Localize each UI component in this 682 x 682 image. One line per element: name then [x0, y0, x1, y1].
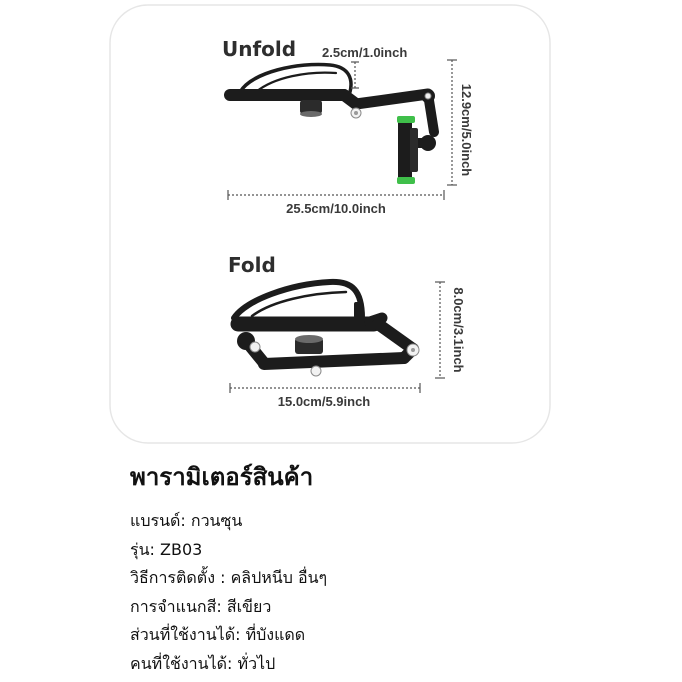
fold-width-label: 15.0cm/5.9inch — [277, 394, 371, 409]
spec-value: ZB03 — [160, 539, 203, 559]
unfold-width-dimension — [228, 190, 444, 200]
lower-bar — [264, 358, 404, 364]
fold-height-dimension — [435, 282, 445, 378]
image-frame — [110, 5, 550, 443]
unfold-holder-illustration — [230, 64, 436, 184]
rivet — [311, 366, 321, 376]
spec-users — [130, 650, 670, 679]
unfold-title: Unfold — [222, 37, 297, 61]
spec-usable-part — [130, 621, 670, 650]
visor-clip — [234, 282, 362, 318]
visor-clip — [240, 64, 351, 92]
unfold-view — [222, 37, 474, 216]
phone-clamp-body — [398, 118, 412, 182]
rivet-core — [411, 348, 415, 352]
spec-label: คนที่ใช้งานได้: — [130, 653, 233, 673]
fold-holder-illustration — [234, 282, 419, 376]
clip-hook — [354, 302, 363, 318]
spec-label: ส่วนที่ใช้งานได้: — [130, 625, 241, 644]
spec-label: แบรนด์: — [130, 511, 186, 530]
parameters-heading: พารามิเตอร์สินค้า — [130, 463, 314, 491]
unfold-height-label: 12.9cm/5.0inch — [459, 83, 474, 177]
unfold-width-label: 25.5cm/10.0inch — [286, 201, 386, 216]
spec-value: คลิปหนีบ อื่นๆ — [230, 568, 328, 587]
knob-base — [300, 111, 322, 117]
spec-brand — [130, 507, 670, 536]
spec-label: การจำแนกสี: — [130, 596, 222, 616]
spec-value: สีเขียว — [226, 596, 272, 616]
fold-view — [228, 253, 466, 409]
knob-top — [295, 335, 323, 343]
phone-clamp-top-grip — [397, 116, 415, 123]
spec-color — [130, 593, 670, 622]
spec-value: ทั่วไป — [237, 653, 276, 673]
unfold-height-dimension — [447, 60, 457, 185]
upper-arm — [356, 94, 428, 104]
side-arm — [378, 324, 413, 349]
hinge-rivet — [425, 93, 431, 99]
phone-clamp-back — [410, 128, 418, 172]
spec-label: รุ่น: — [130, 539, 155, 559]
phone-clamp-bottom-grip — [397, 177, 415, 184]
spec-model — [130, 536, 670, 565]
fold-height-label: 8.0cm/3.1inch — [451, 287, 466, 373]
product-parameters — [130, 460, 670, 678]
fold-width-dimension — [230, 383, 420, 393]
clip-gap-label: 2.5cm/1.0inch — [322, 45, 408, 60]
rivet — [250, 342, 260, 352]
spec-installation — [130, 564, 670, 593]
spec-value: กวนซุน — [190, 511, 243, 530]
spec-label: วิธีการติดตั้ง : — [130, 568, 226, 587]
spec-value: ที่บังแดด — [245, 625, 306, 644]
rivet-core — [354, 111, 358, 115]
fold-title: Fold — [228, 253, 276, 277]
